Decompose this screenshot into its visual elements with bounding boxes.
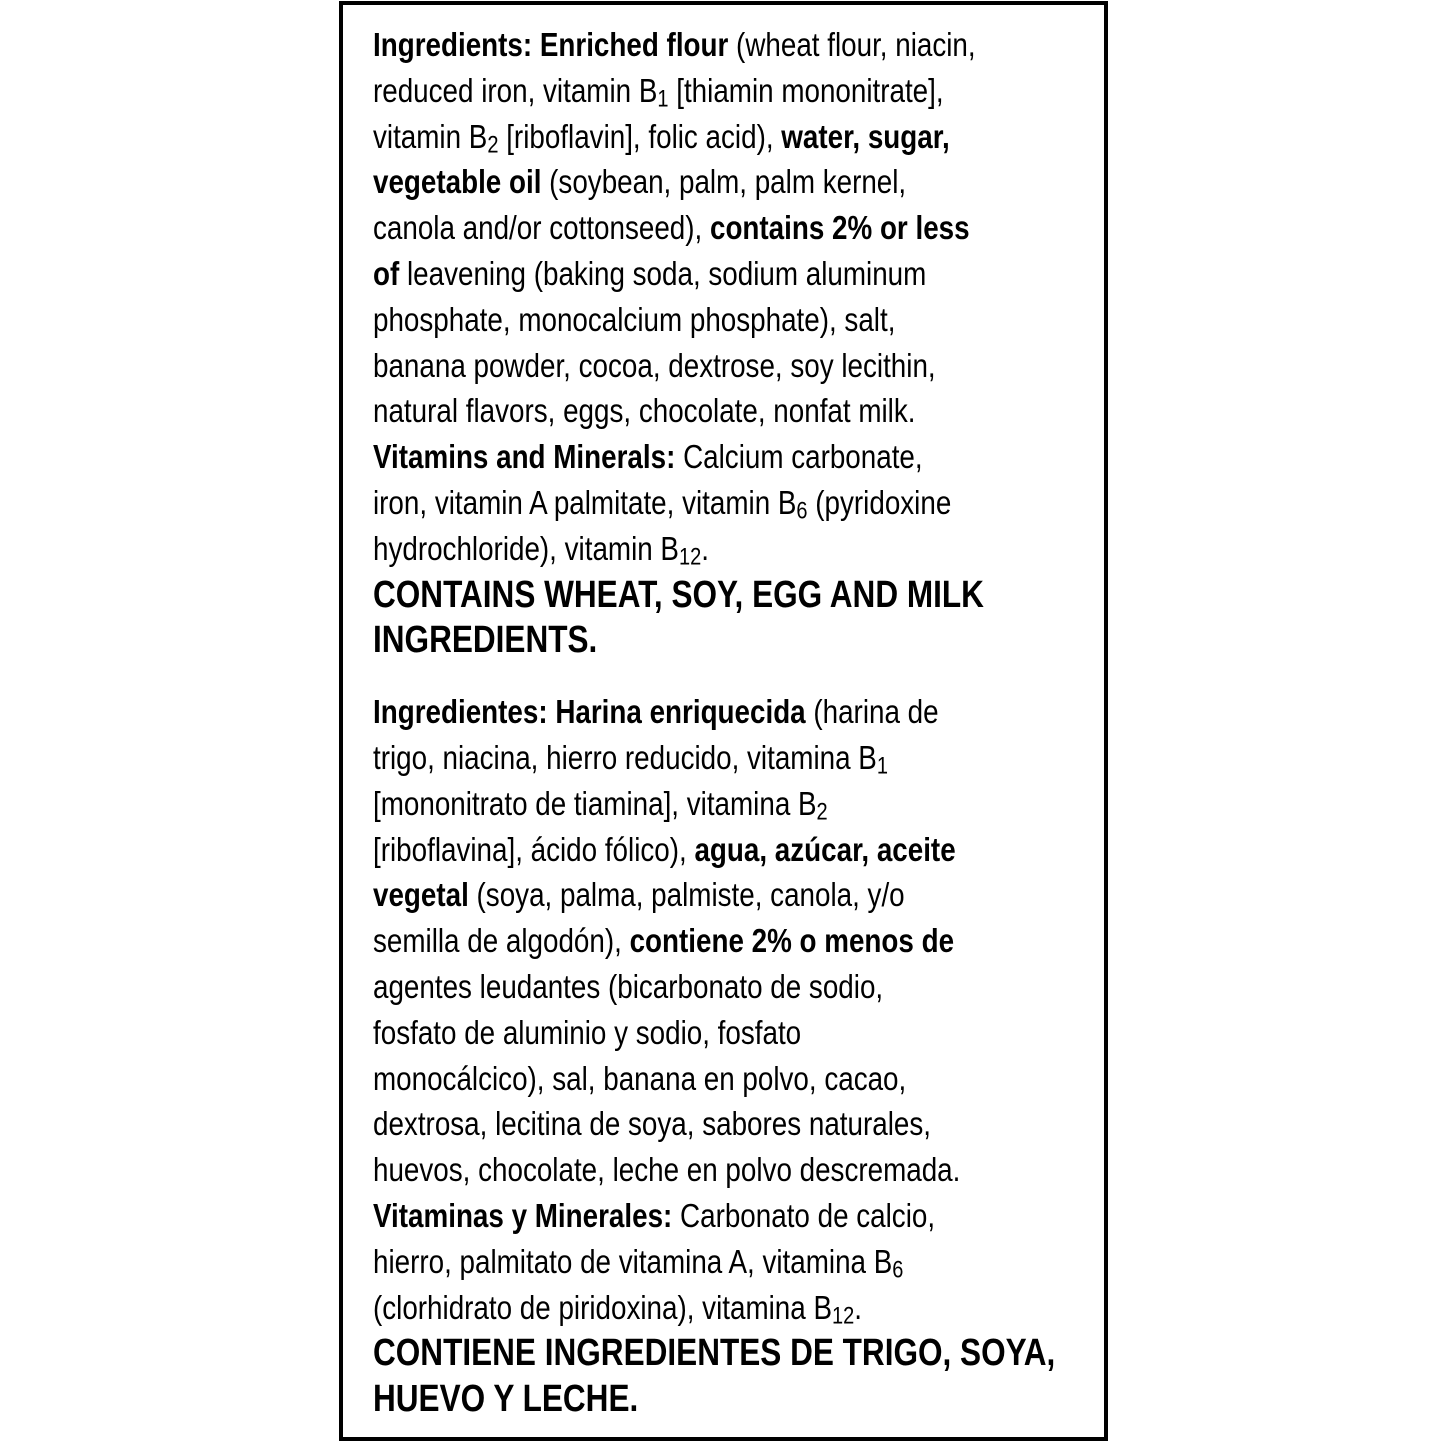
spanish-line-11: huevos, chocolate, leche en polvo descremada. <box>373 1152 961 1190</box>
spanish-line-12 <box>373 1194 1093 1240</box>
ingredients-text-block <box>373 23 1093 1423</box>
text-run: iron, vitamin A palmitate, vitamin B <box>373 484 797 522</box>
spanish-allergen-statement-1: CONTIENE INGREDIENTES DE TRIGO, SOYA, <box>373 1332 1056 1375</box>
spanish-line-8: fosfato de aluminio y sodio, fosfato <box>373 1014 802 1052</box>
text-run: . <box>854 1289 862 1327</box>
spanish-line-7: agentes leudantes (bicarbonato de sodio, <box>373 968 884 1006</box>
text-run: (harina de <box>805 694 939 732</box>
subscript: 2 <box>816 798 828 826</box>
bold-run: contiene 2% o menos de <box>629 923 955 961</box>
bold-run: Harina enriquecida <box>555 694 806 732</box>
spanish-line-6 <box>373 919 1093 965</box>
enriched-flour-label: Enriched flour <box>539 27 729 64</box>
english-line-3 <box>373 115 1093 161</box>
spanish-line-14 <box>373 1286 1093 1332</box>
text-run: leavening (baking soda, sodium aluminum <box>399 255 927 293</box>
ingredients-heading: Ingredients: <box>373 27 540 64</box>
text-run: (pyridoxine <box>807 484 952 522</box>
text-run: trigo, niacina, hierro reducido, vitamina B <box>373 739 877 777</box>
spanish-line-10: dextrosa, lecitina de soya, sabores naturales, <box>373 1106 931 1144</box>
english-line-5 <box>373 206 1093 252</box>
spanish-line-4 <box>373 828 1093 874</box>
text-run: semilla de algodón), <box>373 923 630 961</box>
spanish-line-13 <box>373 1240 1093 1286</box>
spanish-line-3 <box>373 782 1093 828</box>
bold-run: contains 2% or less <box>709 210 970 248</box>
subscript: 12 <box>831 1301 855 1329</box>
ingredients-label-panel <box>339 1 1108 1441</box>
text-run: (clorhidrato de piridoxina), vitamina B <box>373 1289 832 1327</box>
spanish-line-9: monocálcico), sal, banana en polvo, cacao, <box>373 1060 907 1098</box>
english-line-8: banana powder, cocoa, dextrose, soy lecithin, <box>373 347 936 385</box>
text-run: Carbonato de calcio, <box>672 1197 936 1235</box>
text-run: [thiamin mononitrate], <box>668 72 944 110</box>
text-run: . <box>701 530 709 568</box>
english-line-12 <box>373 527 1093 573</box>
section-spacer <box>373 664 1093 690</box>
bold-run: vegetal <box>373 877 469 915</box>
text-run: (wheat flour, niacin, <box>728 27 976 64</box>
bold-run: of <box>373 255 400 293</box>
text-run: [mononitrato de tiamina], vitamina B <box>373 785 817 823</box>
text-run: [riboflavin], folic acid), <box>498 118 782 156</box>
english-line-4 <box>373 160 1093 206</box>
subscript: 1 <box>876 752 888 780</box>
english-line-9: natural flavors, eggs, chocolate, nonfat milk. <box>373 393 916 431</box>
text-run: reduced iron, vitamin B <box>373 72 658 110</box>
bold-run: water, sugar, <box>781 118 950 156</box>
bold-run: agua, azúcar, aceite <box>694 831 956 869</box>
vitamins-minerals-heading: Vitamins and Minerals: <box>373 439 676 477</box>
text-run: hydrochloride), vitamin B <box>373 530 679 568</box>
text-run: Calcium carbonate, <box>675 439 923 477</box>
text-run: [riboflavina], ácido fólico), <box>373 831 695 869</box>
english-line-2 <box>373 69 1093 115</box>
spanish-line-2 <box>373 736 1093 782</box>
text-run: (soya, palma, palmiste, canola, y/o <box>468 877 905 915</box>
text-run: canola and/or cottonseed), <box>373 210 710 248</box>
spanish-line-5 <box>373 873 1093 919</box>
subscript: 6 <box>796 497 808 525</box>
english-allergen-statement-2: INGREDIENTS. <box>373 619 598 662</box>
english-line-7: phosphate, monocalcium phosphate), salt, <box>373 301 896 339</box>
text-run: (soybean, palm, palm kernel, <box>541 164 907 202</box>
english-line-6 <box>373 252 1093 298</box>
subscript: 2 <box>487 130 499 158</box>
english-line-10 <box>373 435 1093 481</box>
subscript: 12 <box>678 543 702 571</box>
subscript: 6 <box>892 1256 904 1284</box>
text-run: hierro, palmitato de vitamina A, vitamina B <box>373 1243 893 1281</box>
vitaminas-minerales-heading: Vitaminas y Minerales: <box>373 1197 673 1235</box>
text-run: vitamin B <box>373 118 488 156</box>
english-allergen-statement-1: CONTAINS WHEAT, SOY, EGG AND MILK <box>373 573 984 616</box>
english-line-11 <box>373 481 1093 527</box>
spanish-allergen-statement-2: HUEVO Y LECHE. <box>373 1378 639 1421</box>
subscript: 1 <box>657 85 669 113</box>
spanish-line-1 <box>373 690 1093 736</box>
english-line-1 <box>373 23 1093 69</box>
ingredientes-heading: Ingredientes: <box>373 694 556 732</box>
bold-run: vegetable oil <box>373 164 542 202</box>
